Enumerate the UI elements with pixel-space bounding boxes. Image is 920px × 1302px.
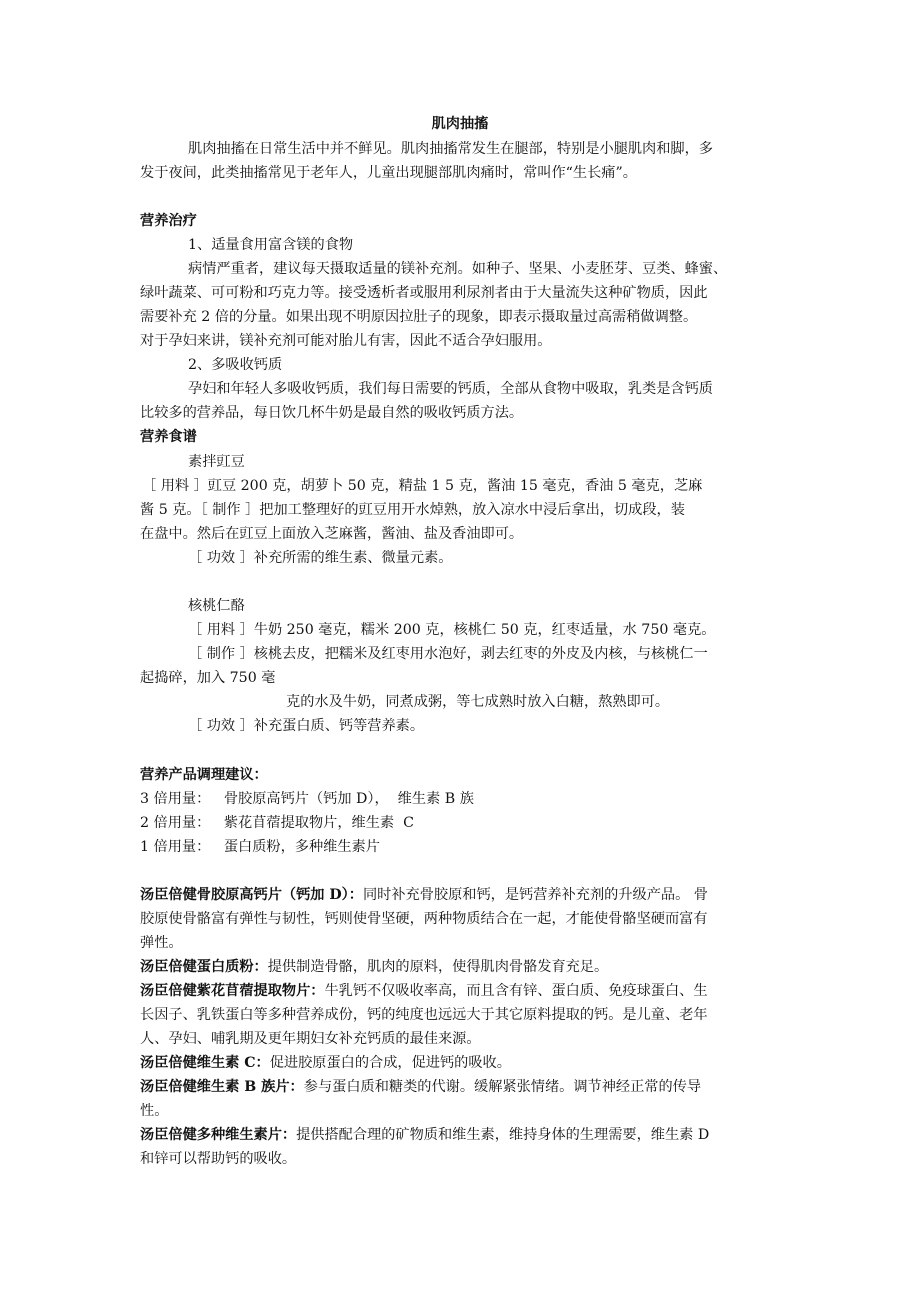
product-name: 汤臣倍健蛋白质粉： xyxy=(140,959,268,975)
recipe-1-line-2: 酱 5 克。［ 制作 ］把加工整理好的豇豆用开水焯熟，放入凉水中浸后拿出，切成段，装 xyxy=(140,502,685,518)
product-name: 汤臣倍健维生素 B 族片： xyxy=(140,1079,304,1095)
therapy-item-2-line-2: 比较多的营养品，每日饮几杯牛奶是最自然的吸收钙质方法。 xyxy=(140,405,524,421)
therapy-item-1-title: 1、适量食用富含镁的食物 xyxy=(188,237,354,253)
product-description: 参与蛋白质和糖类的代谢。缓解紧张情绪。调节神经正常的传导 xyxy=(303,1079,702,1095)
recipe-1-line-3: 在盘中。然后在豇豆上面放入芝麻酱，酱油、盐及香油即可。 xyxy=(140,526,524,542)
product-name: 汤臣倍健紫花苜蓿提取物片： xyxy=(140,983,325,999)
product-description: 牛乳钙不仅吸收率高，而且含有锌、蛋白质、免疫球蛋白、生 xyxy=(324,983,708,999)
intro-line-2: 发于夜间，此类抽搐常见于老年人，儿童出现腿部肌肉痛时，常叫作“生长痛”。 xyxy=(140,165,637,181)
recipe-2-method-line-2: 起捣碎，加入 750 毫 xyxy=(140,670,276,686)
intro-line-1: 肌肉抽搐在日常生活中并不鲜见。肌肉抽搐常发生在腿部，特别是小腿肌肉和脚，多 xyxy=(188,141,713,157)
dosage-line-3: 1 倍用量： 蛋白质粉，多种维生素片 xyxy=(140,839,380,855)
product-detail-6-line-2: 和锌可以帮助钙的吸收。 xyxy=(140,1151,297,1167)
product-name: 汤臣倍健多种维生素片： xyxy=(140,1127,297,1143)
section-heading-products: 营养产品调理建议： xyxy=(140,767,268,783)
product-detail-1-line-2: 胶原使骨骼富有弹性与韧性，钙则使骨坚硬，两种物质结合在一起，才能使骨骼坚硬而富有 xyxy=(140,911,708,927)
section-heading-recipes: 营养食谱 xyxy=(140,429,197,445)
recipe-2-method-line-1: ［ 制作 ］核桃去皮，把糯米及红枣用水泡好，剥去红枣的外皮及内核，与核桃仁一 xyxy=(188,646,708,662)
section-heading-nutrition-therapy: 营养治疗 xyxy=(140,213,197,229)
product-detail-1-line-3: 弹性。 xyxy=(140,935,183,951)
recipe-1-line-1: ［ 用料 ］豇豆 200 克，胡萝卜 50 克，精盐 1 5 克，酱油 15 毫克，香油 5 毫克，芝麻 xyxy=(142,478,703,494)
therapy-item-1-line-3: 需要补充 2 倍的分量。如果出现不明原因拉肚子的现象，即表示摄取量过高需稍做调整。 xyxy=(140,309,698,325)
therapy-item-1-line-1: 病情严重者，建议每天摄取适量的镁补充剂。如种子、坚果、小麦胚芽、豆类、蜂蜜、 xyxy=(188,261,728,277)
dosage-line-2: 2 倍用量： 紫花苜蓿提取物片，维生素 C xyxy=(140,815,414,831)
product-detail-3-line-1 xyxy=(140,979,708,1003)
product-detail-4-line-1 xyxy=(140,1051,511,1075)
product-detail-5-line-1 xyxy=(140,1075,701,1099)
product-detail-1-line-1 xyxy=(140,883,708,907)
product-detail-5-line-2: 性。 xyxy=(140,1103,169,1119)
product-description: 促进胶原蛋白的合成，促进钙的吸收。 xyxy=(269,1055,511,1071)
therapy-item-2-title: 2、多吸收钙质 xyxy=(188,357,283,373)
recipe-1-name: 素拌豇豆 xyxy=(188,454,245,470)
product-description: 提供制造骨骼，肌肉的原料，使得肌肉骨骼发育充足。 xyxy=(267,959,609,975)
product-description: 提供搭配合理的矿物质和维生素，维持身体的生理需要，维生素 D xyxy=(296,1127,710,1143)
therapy-item-1-line-4: 对于孕妇来讲，镁补充剂可能对胎儿有害，因此不适合孕妇服用。 xyxy=(140,333,552,349)
recipe-2-effect: ［ 功效 ］补充蛋白质、钙等营养素。 xyxy=(188,718,425,734)
product-name: 汤臣倍健骨胶原高钙片（钙加 D）： xyxy=(140,887,363,903)
recipe-2-ingredients: ［ 用料 ］牛奶 250 毫克，糯米 200 克，核桃仁 50 克，红枣适量，水 750 毫克。 xyxy=(188,622,716,638)
product-description: 同时补充骨胶原和钙，是钙营养补充剂的升级产品。 骨 xyxy=(362,887,708,903)
recipe-2-name: 核桃仁酪 xyxy=(188,598,245,614)
therapy-item-2-line-1: 孕妇和年轻人多吸收钙质，我们每日需要的钙质，全部从食物中吸取，乳类是含钙质 xyxy=(188,381,713,397)
recipe-2-method-line-3: 克的水及牛奶，同煮成粥，等七成熟时放入白糖，熬熟即可。 xyxy=(286,694,670,710)
product-detail-2-line-1 xyxy=(140,955,608,979)
product-detail-6-line-1 xyxy=(140,1123,709,1147)
product-name: 汤臣倍健维生素 C： xyxy=(140,1055,270,1071)
product-detail-3-line-2: 长因子、乳铁蛋白等多种营养成份，钙的纯度也远远大于其它原料提取的钙。是儿童、老年 xyxy=(140,1007,708,1023)
page-title: 肌肉抽搐 xyxy=(431,116,489,132)
recipe-1-effect: ［ 功效 ］补充所需的维生素、微量元素。 xyxy=(188,550,453,566)
product-detail-3-line-3: 人、孕妇、哺乳期及更年期妇女补充钙质的最佳来源。 xyxy=(140,1031,481,1047)
therapy-item-1-line-2: 绿叶蔬菜、可可粉和巧克力等。接受透析者或服用利尿剂者由于大量流失这种矿物质，因此 xyxy=(140,285,708,301)
dosage-line-1: 3 倍用量： 骨胶原高钙片（钙加 D）， 维生素 B 族 xyxy=(140,791,474,807)
